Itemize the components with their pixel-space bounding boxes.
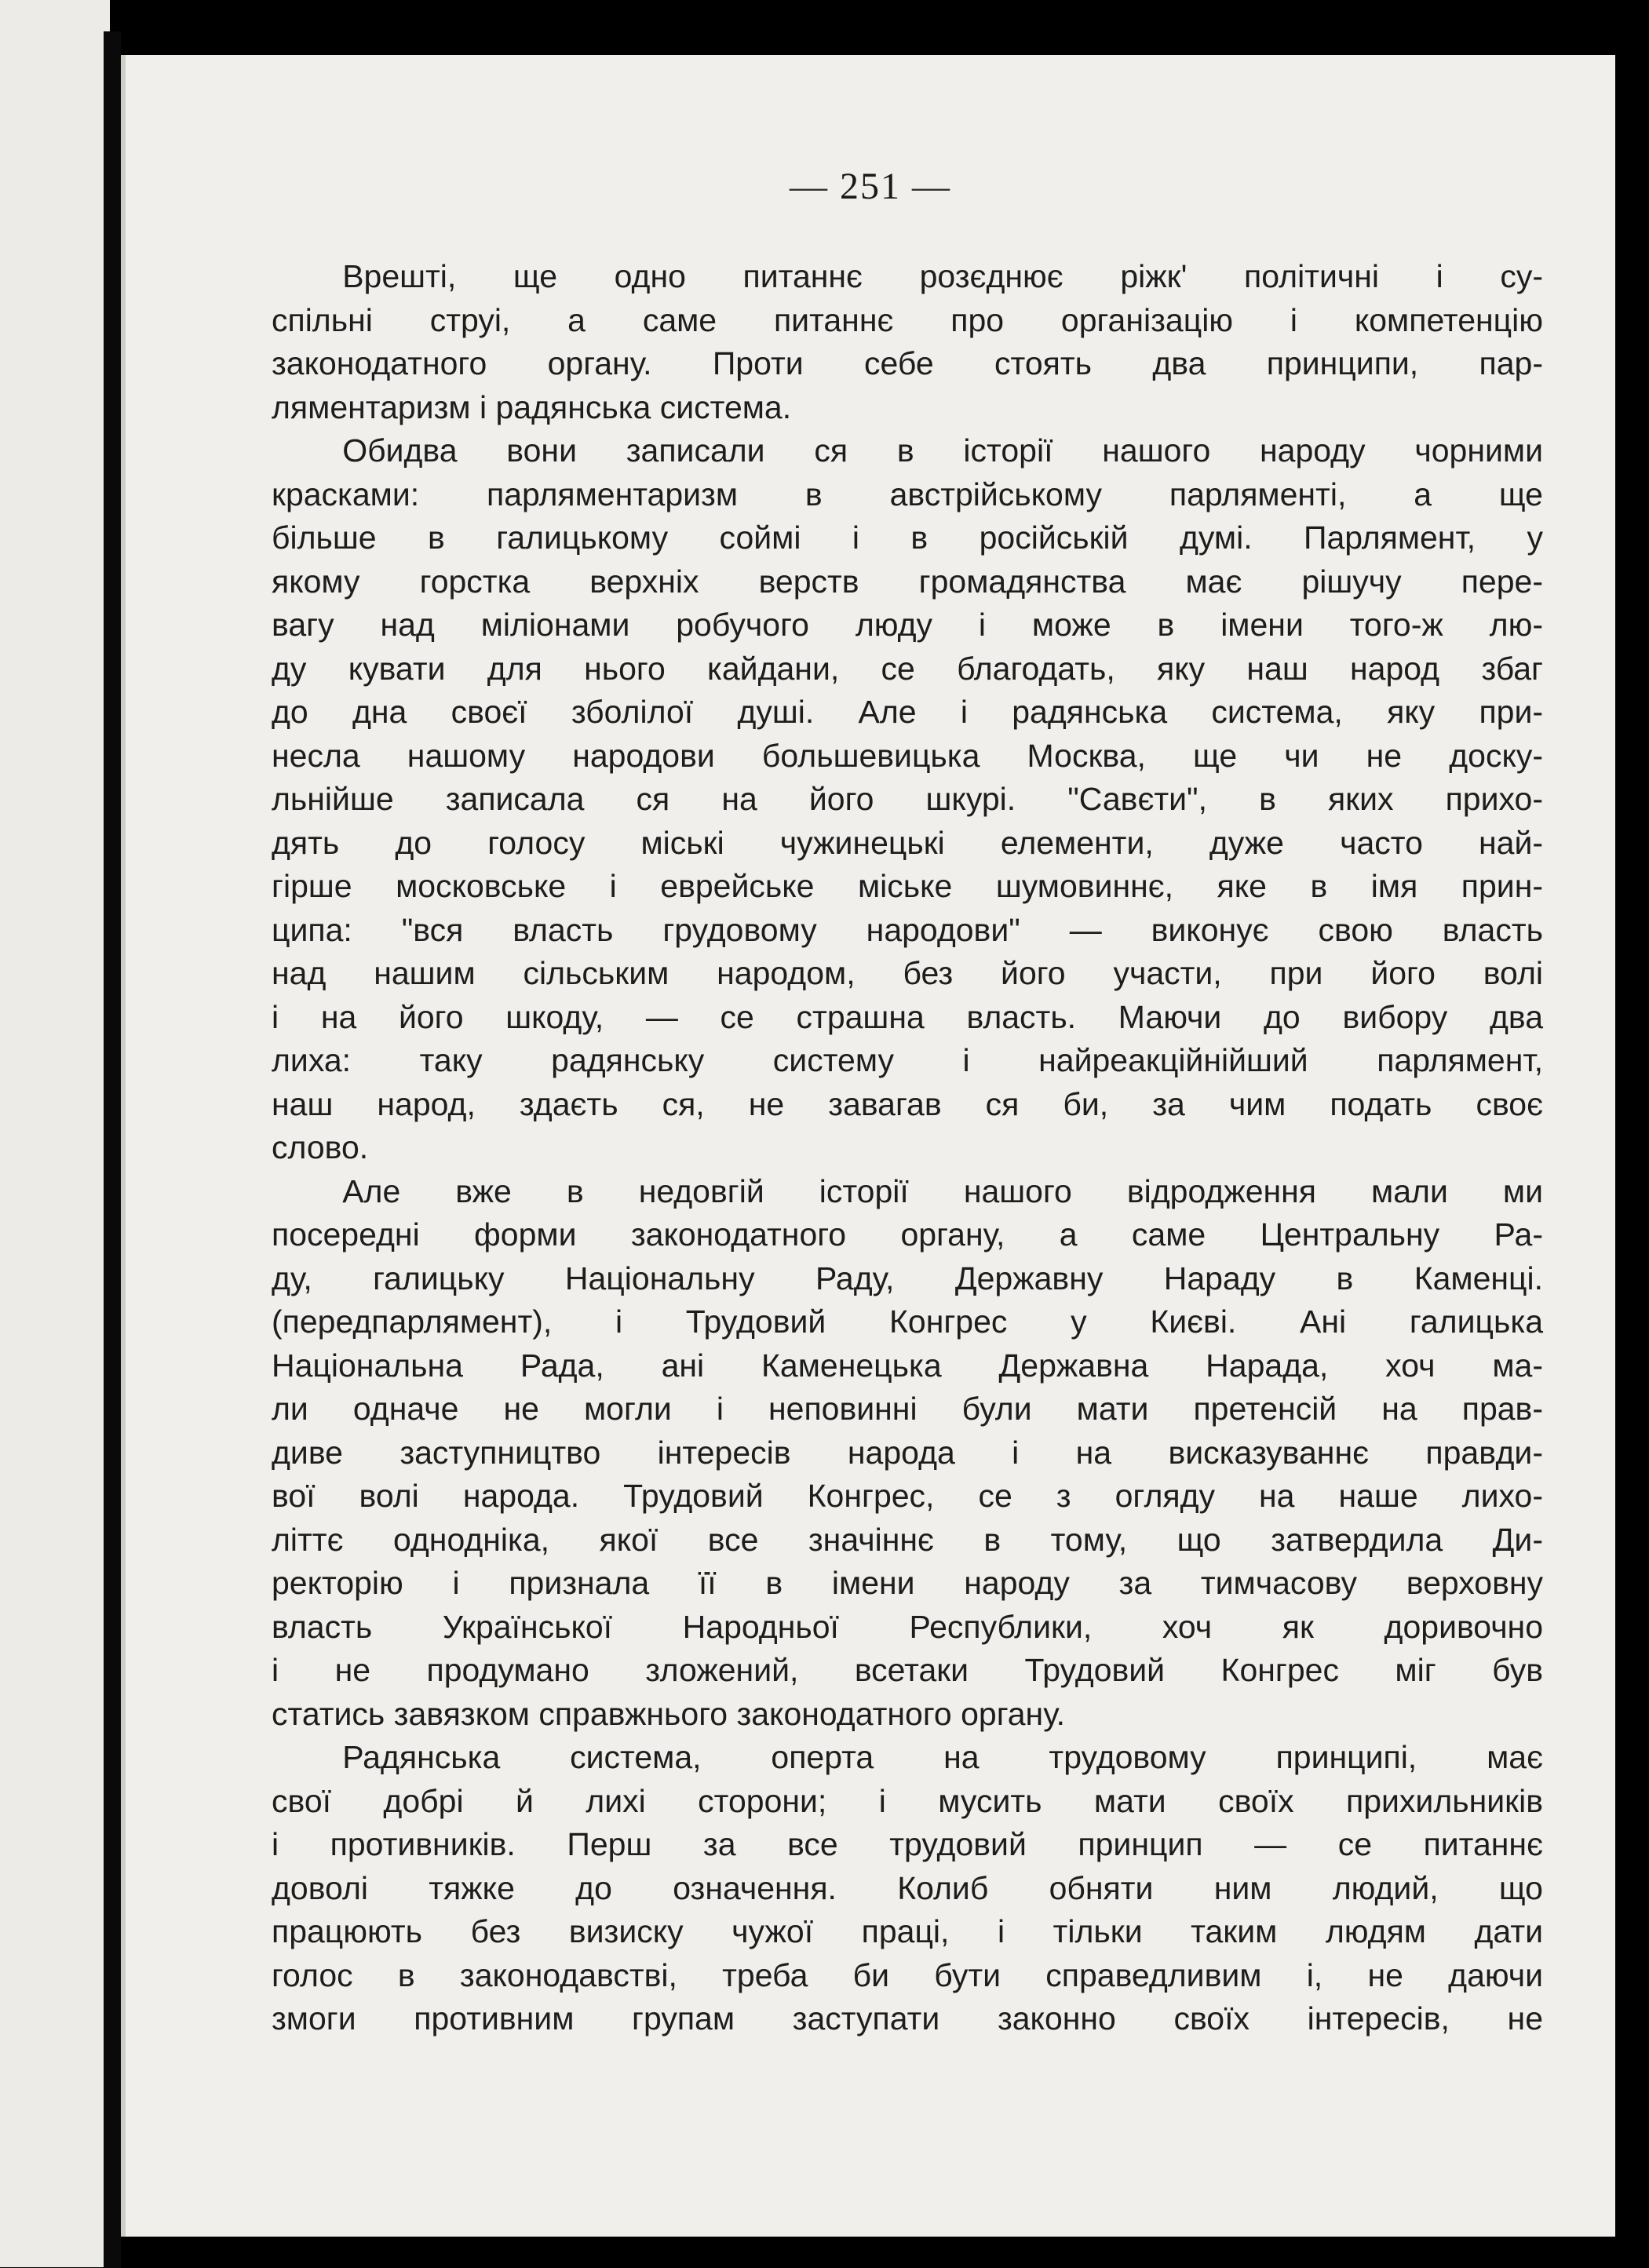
text-line: змоги противним групам заступати законно своїх інтересів, не	[272, 2000, 1543, 2036]
text-line: і не продумано зложений, всетаки Трудовий Конгрес міг був	[272, 1652, 1543, 1688]
text-line: Радянська система, оперта на трудовому принципі, має	[342, 1739, 1543, 1775]
text-line: якому горстка верхніх верств громадянства має рішучу пере-	[272, 563, 1543, 600]
text-line: Але вже в недовгій історії нашого відродження мали ми	[342, 1172, 1543, 1209]
text-line: над нашим сільським народом, без його участи, при його волі	[272, 955, 1543, 991]
text-line: літтє однодніка, якої все значіннє в тому, що затвердила Ди-	[272, 1521, 1543, 1558]
paragraph-2	[272, 429, 1543, 1170]
text-line: вої волі народа. Трудовий Конгрес, се з огляду на наше лихо-	[272, 1478, 1543, 1514]
text-line: більше в галицькому соймі і в російській думі. Парлямент, у	[272, 520, 1543, 556]
page-number-dash-right: —	[901, 166, 951, 207]
text-line: працюють без визиску чужої праці, і тільки таким людям дати	[272, 1913, 1543, 1949]
previous-page-edge	[0, 0, 110, 2267]
document-page	[121, 55, 1615, 2237]
body-text	[272, 255, 1543, 2041]
text-line: свої добрі й лихі сторони; і мусить мати своїх прихильників	[272, 1782, 1543, 1819]
page-number-dash-left: —	[790, 166, 840, 207]
text-line: ду, галицьку Національну Раду, Державну Нараду в Каменці.	[272, 1260, 1543, 1296]
book-gutter	[104, 31, 121, 2268]
text-line: диве заступництво інтересів народа і на висказуваннє правди-	[272, 1434, 1543, 1471]
text-line: власть Української Народньої Республики, хоч як доривочно	[272, 1608, 1543, 1645]
text-line: гірше московське і еврейське міське шумовиннє, яке в імя прин-	[272, 868, 1543, 904]
text-line: ректорію і признала її в імени народу за тимчасову верховну	[272, 1565, 1543, 1601]
text-line: (передпарлямент), і Трудовий Конгрес у Києві. Ані галицька	[272, 1304, 1543, 1340]
text-line: спільні струі, а саме питаннє про організацію і компетенцію	[272, 301, 1543, 338]
text-line: Обидва вони записали ся в історії нашого народу чорними	[342, 432, 1543, 469]
text-line: Врешті, ще одно питаннє розєднює ріжк' політичні і су-	[342, 258, 1543, 294]
text-line: Національна Рада, ані Каменецька Державна Нарада, хоч ма-	[272, 1347, 1543, 1384]
paragraph-3	[272, 1170, 1543, 1737]
text-line: дять до голосу міські чужинецькі елементи, дуже часто най-	[272, 824, 1543, 861]
text-line: статись завязком справжнього законодатного органу.	[272, 1695, 1065, 1732]
text-line: лиха: таку радянську систему і найреакційнійший парлямент,	[272, 1042, 1543, 1078]
text-line: красками: парляментаризм в австрійському парляменті, а ще	[272, 476, 1543, 512]
text-line: доволі тяжке до означення. Колиб обняти ним людий, що	[272, 1869, 1543, 1906]
page-number-header	[126, 165, 1615, 208]
text-line: посередні форми законодатного органу, а саме Центральну Ра-	[272, 1216, 1543, 1253]
text-line: ципа: "вся власть грудовому народови" — виконує свою власть	[272, 911, 1543, 948]
page-number: 251	[840, 166, 901, 207]
text-line: і противників. Перш за все трудовий принцип — се питаннє	[272, 1826, 1543, 1862]
text-line: до дна своєї зболілої душі. Але і радянська система, яку при-	[272, 694, 1543, 730]
text-line: законодатного органу. Проти себе стоять два принципи, пар-	[272, 345, 1543, 381]
text-line: несла нашому народови большевицька Москва, ще чи не доску-	[272, 737, 1543, 774]
paragraph-1	[272, 255, 1543, 429]
paragraph-4	[272, 1736, 1543, 2041]
text-line: слово.	[272, 1129, 369, 1165]
text-line: льнійше записала ся на його шкурі. "Савєти", в яких прихо-	[272, 781, 1543, 817]
text-line: ляментаризм і радянська система.	[272, 388, 792, 425]
text-line: вагу над міліонами робучого люду і може в імени того-ж лю-	[272, 607, 1543, 643]
text-line: ду кувати для нього кайдани, се благодать, яку наш народ збаг	[272, 650, 1543, 687]
text-line: і на його шкоду, — се страшна власть. Маючи до вибору два	[272, 998, 1543, 1035]
text-line: ли одначе не могли і неповинні були мати претенсій на прав-	[272, 1391, 1543, 1427]
text-line: голос в законодавстві, треба би бути справедливим і, не даючи	[272, 1956, 1543, 1993]
text-line: наш народ, здаєть ся, не завагав ся би, за чим подать своє	[272, 1085, 1543, 1122]
